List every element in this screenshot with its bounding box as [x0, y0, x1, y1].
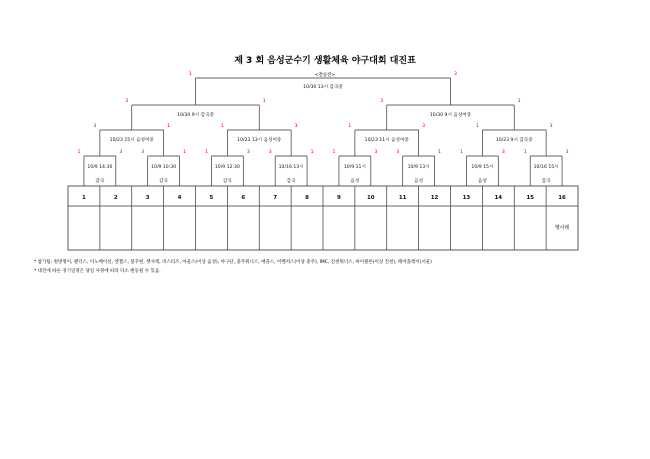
slot-number: 11 [398, 195, 407, 201]
slot-number: 1 [82, 195, 86, 201]
match-time-label: 10/9 15시 [471, 165, 494, 170]
note-schedule: * 대진에 따른 경기일정은 당일 사정에 따라 다소 변동될 수 있음. [34, 269, 161, 274]
slot-number: 12 [430, 195, 439, 201]
slot-number: 9 [337, 195, 341, 201]
score-left: 3 [141, 150, 145, 155]
score-right: 1 [517, 99, 521, 104]
score-left: 3 [380, 99, 384, 104]
match-time-label: 10/23 15시 음성여중 [109, 138, 154, 143]
final-round-subtitle: <결승전> [314, 73, 336, 78]
score-left: 1 [459, 150, 463, 155]
match-time-label: 10/30 9시 음성여중 [429, 113, 472, 118]
score-left: 3 [396, 150, 400, 155]
match-time-label: 10/9 14:30 [87, 165, 113, 170]
score-right: 3 [246, 150, 250, 155]
score-right: 3 [374, 150, 378, 155]
match-venue-label: 감곡 [95, 179, 105, 184]
match-time-label: 10/23 9시 감곡중 [495, 138, 533, 143]
slot-number: 7 [273, 195, 278, 201]
match-venue-label: 음성 [477, 179, 487, 184]
score-right: 1 [438, 150, 442, 155]
score-right: 3 [119, 150, 123, 155]
match-venue-label: 음성 [350, 179, 360, 184]
score-left: 1 [475, 124, 479, 129]
slot-number: 4 [177, 195, 182, 201]
score-right: 3 [422, 124, 426, 129]
match-venue-label: 감곡 [159, 179, 169, 184]
score-right: 1 [167, 124, 171, 129]
match-time-label: 10/9 13시 [407, 165, 430, 170]
score-right: 3 [454, 72, 457, 77]
score-left: 1 [204, 150, 208, 155]
match-time-label: 10/16 13시 [278, 165, 304, 170]
match-time-label: 10/9 12:30 [214, 165, 240, 170]
score-left: 1 [220, 124, 224, 129]
score-left: 3 [268, 150, 272, 155]
slot-number: 5 [209, 195, 214, 201]
score-right: 1 [310, 150, 314, 155]
score-left: 1 [523, 150, 527, 155]
score-left: 1 [348, 124, 352, 129]
match-venue-label: 감곡 [541, 179, 551, 184]
slot-number: 6 [241, 195, 246, 201]
match-venue-label: 감곡 [222, 179, 232, 184]
score-right: 3 [549, 124, 553, 129]
score-left: 1 [189, 72, 192, 77]
slot-number: 2 [113, 195, 118, 201]
slot-number: 15 [526, 195, 535, 201]
match-time-label: 10/23 13시 음성여중 [237, 138, 282, 143]
match-time-label: 10/16 15시 [533, 165, 559, 170]
score-left: 3 [125, 99, 129, 104]
slot-number: 3 [145, 195, 150, 201]
slot-number: 14 [494, 195, 503, 201]
match-time-label: 10/30 13시 감곡중 [303, 85, 343, 90]
slot-number: 10 [366, 195, 375, 201]
notes [34, 258, 432, 276]
match-venue-label: 감곡 [286, 179, 296, 184]
score-right: 3 [294, 124, 298, 129]
score-left: 1 [332, 150, 336, 155]
score-left: 3 [93, 124, 97, 129]
match-time-label: 10/23 11시 음성여중 [364, 138, 409, 143]
slot-team-name: 햇사레 [554, 225, 570, 231]
match-venue-label: 음성 [414, 179, 424, 184]
score-right: 3 [501, 150, 505, 155]
match-time-label: 10/9 10:30 [151, 165, 177, 170]
slot-number: 8 [305, 195, 309, 201]
slot-number: 13 [462, 195, 471, 201]
score-left: 1 [77, 150, 81, 155]
score-right: 1 [183, 150, 187, 155]
page-title: 제 3 회 음성군수기 생활체육 야구대회 대진표 [234, 56, 416, 66]
score-right: 1 [262, 99, 266, 104]
score-right: 3 [565, 150, 569, 155]
note-participants: * 참가팀: 원방명이, 팬더스, 이노베이션, 엔젤스, 불꾸현, 햇사레, 비스티즈, 아울스(이상 음성), 야구단, 충주워너스, 애플스, 어벤져스(이상 충주), IMC, 진천워너스, 싸이클론(이상 진천), 페어플레이(서울) [34, 260, 432, 265]
match-time-label: 10/9 11시 [343, 165, 366, 170]
slot-number: 16 [558, 195, 566, 201]
match-time-label: 10/30 9시 감곡중 [177, 113, 214, 118]
